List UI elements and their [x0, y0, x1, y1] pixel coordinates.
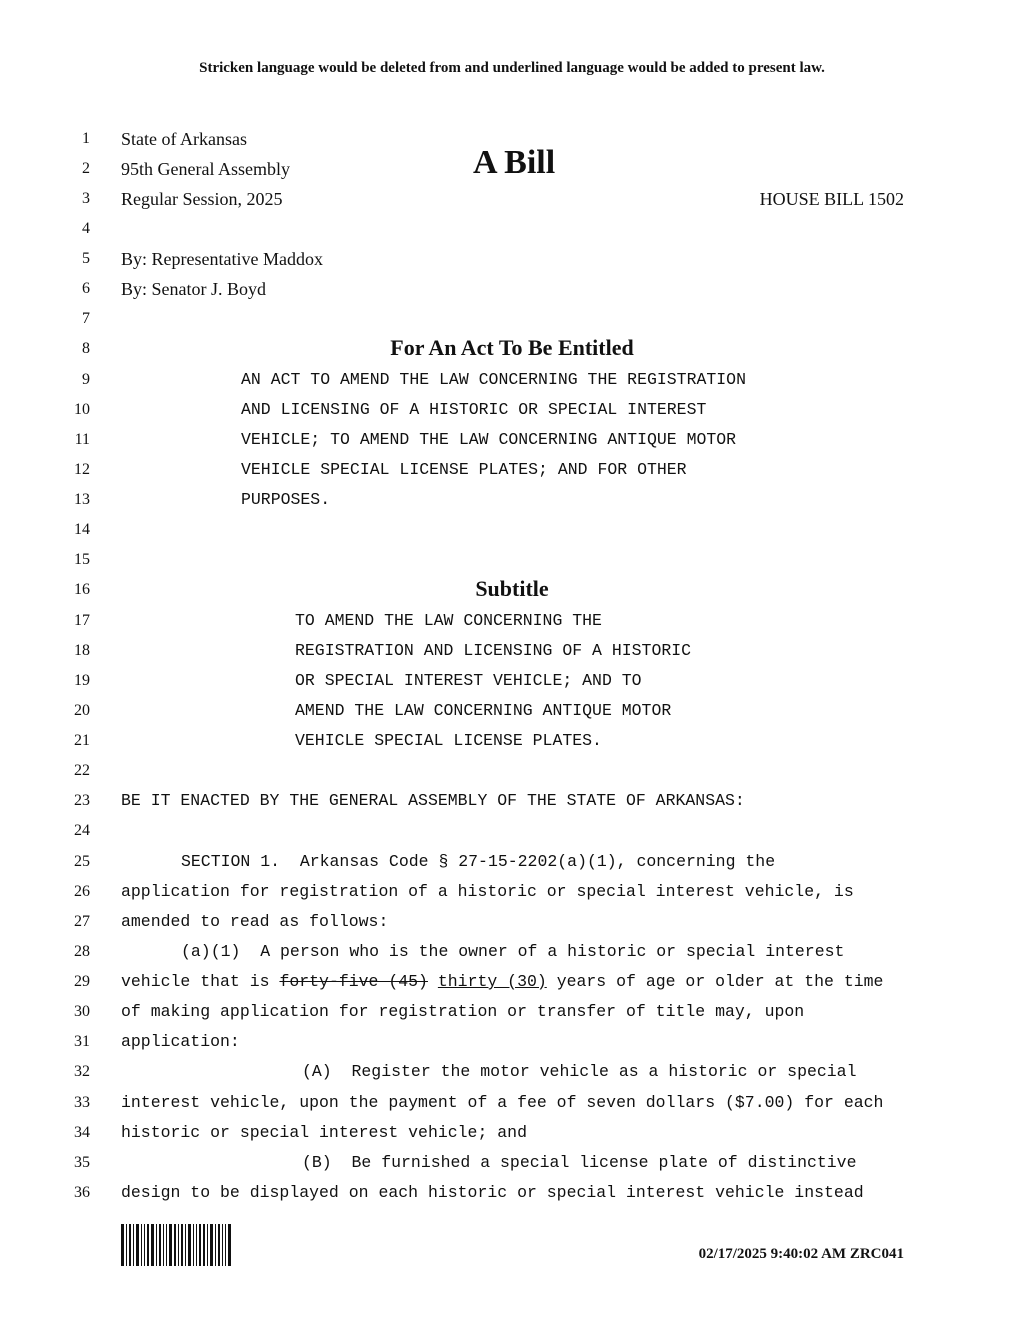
subtitle-line: OR SPECIAL INTEREST VEHICLE; AND TO — [295, 671, 642, 690]
act-title-line: VEHICLE SPECIAL LICENSE PLATES; AND FOR OTHER — [241, 460, 687, 479]
body-text: vehicle that is — [121, 972, 280, 991]
line-number: 3 — [82, 190, 90, 207]
stricken-text: forty-five (45) — [279, 972, 428, 991]
subparagraph-a: (A) Register the motor vehicle as a historic or special — [302, 1062, 857, 1081]
line-number: 29 — [74, 973, 90, 990]
line-number: 26 — [74, 883, 90, 900]
line-number: 24 — [74, 822, 90, 839]
line-number: 13 — [74, 491, 90, 508]
subtitle-heading: Subtitle — [475, 576, 549, 601]
body-line: application for registration of a historic or special interest vehicle, is — [121, 882, 854, 901]
line-number: 22 — [74, 762, 90, 779]
body-line: design to be displayed on each historic or special interest vehicle instead — [121, 1183, 864, 1202]
line-number: 16 — [74, 581, 90, 598]
document-stamp: 02/17/2025 9:40:02 AM ZRC041 — [698, 1246, 904, 1262]
line-number: 25 — [74, 853, 90, 870]
body-text: years of age or older at the time — [546, 972, 884, 991]
body-line: (a)(1) A person who is the owner of a historic or special interest — [181, 942, 845, 961]
line-number: 7 — [82, 310, 90, 327]
state-name: State of Arkansas — [121, 129, 247, 149]
line-number: 23 — [74, 792, 90, 809]
body-line: of making application for registration or transfer of title may, upon — [121, 1002, 805, 1021]
bill-number: HOUSE BILL 1502 — [759, 189, 904, 209]
subtitle-line: AMEND THE LAW CONCERNING ANTIQUE MOTOR — [295, 701, 672, 720]
act-title-line: AN ACT TO AMEND THE LAW CONCERNING THE REGISTRATION — [241, 370, 746, 389]
sponsor-representative: By: Representative Maddox — [121, 249, 323, 269]
line-number: 5 — [82, 250, 90, 267]
act-title-line: VEHICLE; TO AMEND THE LAW CONCERNING ANTIQUE MOTOR — [241, 430, 737, 449]
body-line: amended to read as follows: — [121, 912, 389, 931]
line-number: 35 — [74, 1154, 90, 1171]
line-number: 21 — [74, 732, 90, 749]
amended-line — [121, 972, 883, 992]
act-title-line: AND LICENSING OF A HISTORIC OR SPECIAL INTEREST — [241, 400, 707, 419]
line-number: 30 — [74, 1003, 90, 1020]
line-number: 27 — [74, 913, 90, 930]
line-number: 10 — [74, 401, 90, 418]
line-number: 4 — [82, 220, 90, 237]
line-number: 1 — [82, 130, 90, 147]
subparagraph-b: (B) Be furnished a special license plate of distinctive — [302, 1153, 857, 1172]
line-number: 18 — [74, 642, 90, 659]
inserted-text: thirty (30) — [437, 972, 547, 991]
act-title-line: PURPOSES. — [241, 490, 331, 509]
sponsor-senator: By: Senator J. Boyd — [121, 279, 267, 299]
line-number: 19 — [74, 672, 90, 689]
act-heading: For An Act To Be Entitled — [390, 335, 634, 360]
body-text — [428, 972, 438, 991]
line-number: 11 — [74, 431, 90, 448]
line-number: 14 — [74, 521, 90, 538]
amendment-notice: Stricken language would be deleted from and underlined language would be added to present law. — [199, 60, 825, 76]
line-number: 32 — [74, 1063, 90, 1080]
line-number: 12 — [74, 461, 90, 478]
general-assembly: 95th General Assembly — [121, 159, 290, 179]
line-number: 20 — [74, 702, 90, 719]
subtitle-line: VEHICLE SPECIAL LICENSE PLATES. — [295, 731, 602, 750]
body-line: application: — [121, 1032, 240, 1051]
enacting-clause: BE IT ENACTED BY THE GENERAL ASSEMBLY OF THE STATE OF ARKANSAS: — [121, 791, 745, 810]
bill-title: A Bill — [473, 144, 556, 181]
line-number: 34 — [74, 1124, 90, 1141]
line-number: 31 — [74, 1033, 90, 1050]
line-number: 15 — [74, 551, 90, 568]
section-heading-line: SECTION 1. Arkansas Code § 27-15-2202(a)(1), concerning the — [181, 852, 776, 871]
line-number: 36 — [74, 1184, 90, 1201]
line-number: 2 — [82, 160, 90, 177]
body-line: interest vehicle, upon the payment of a fee of seven dollars ($7.00) for each — [121, 1093, 884, 1112]
session: Regular Session, 2025 — [121, 189, 283, 209]
barcode-image — [121, 1224, 249, 1266]
body-line: historic or special interest vehicle; and — [121, 1123, 527, 1142]
line-number: 9 — [82, 371, 90, 388]
subtitle-line: REGISTRATION AND LICENSING OF A HISTORIC — [295, 641, 692, 660]
line-number: 17 — [74, 612, 90, 629]
line-number: 33 — [74, 1094, 90, 1111]
line-number: 28 — [74, 943, 90, 960]
line-number: 8 — [82, 340, 90, 357]
subtitle-line: TO AMEND THE LAW CONCERNING THE — [295, 611, 602, 630]
line-number: 6 — [82, 280, 90, 297]
